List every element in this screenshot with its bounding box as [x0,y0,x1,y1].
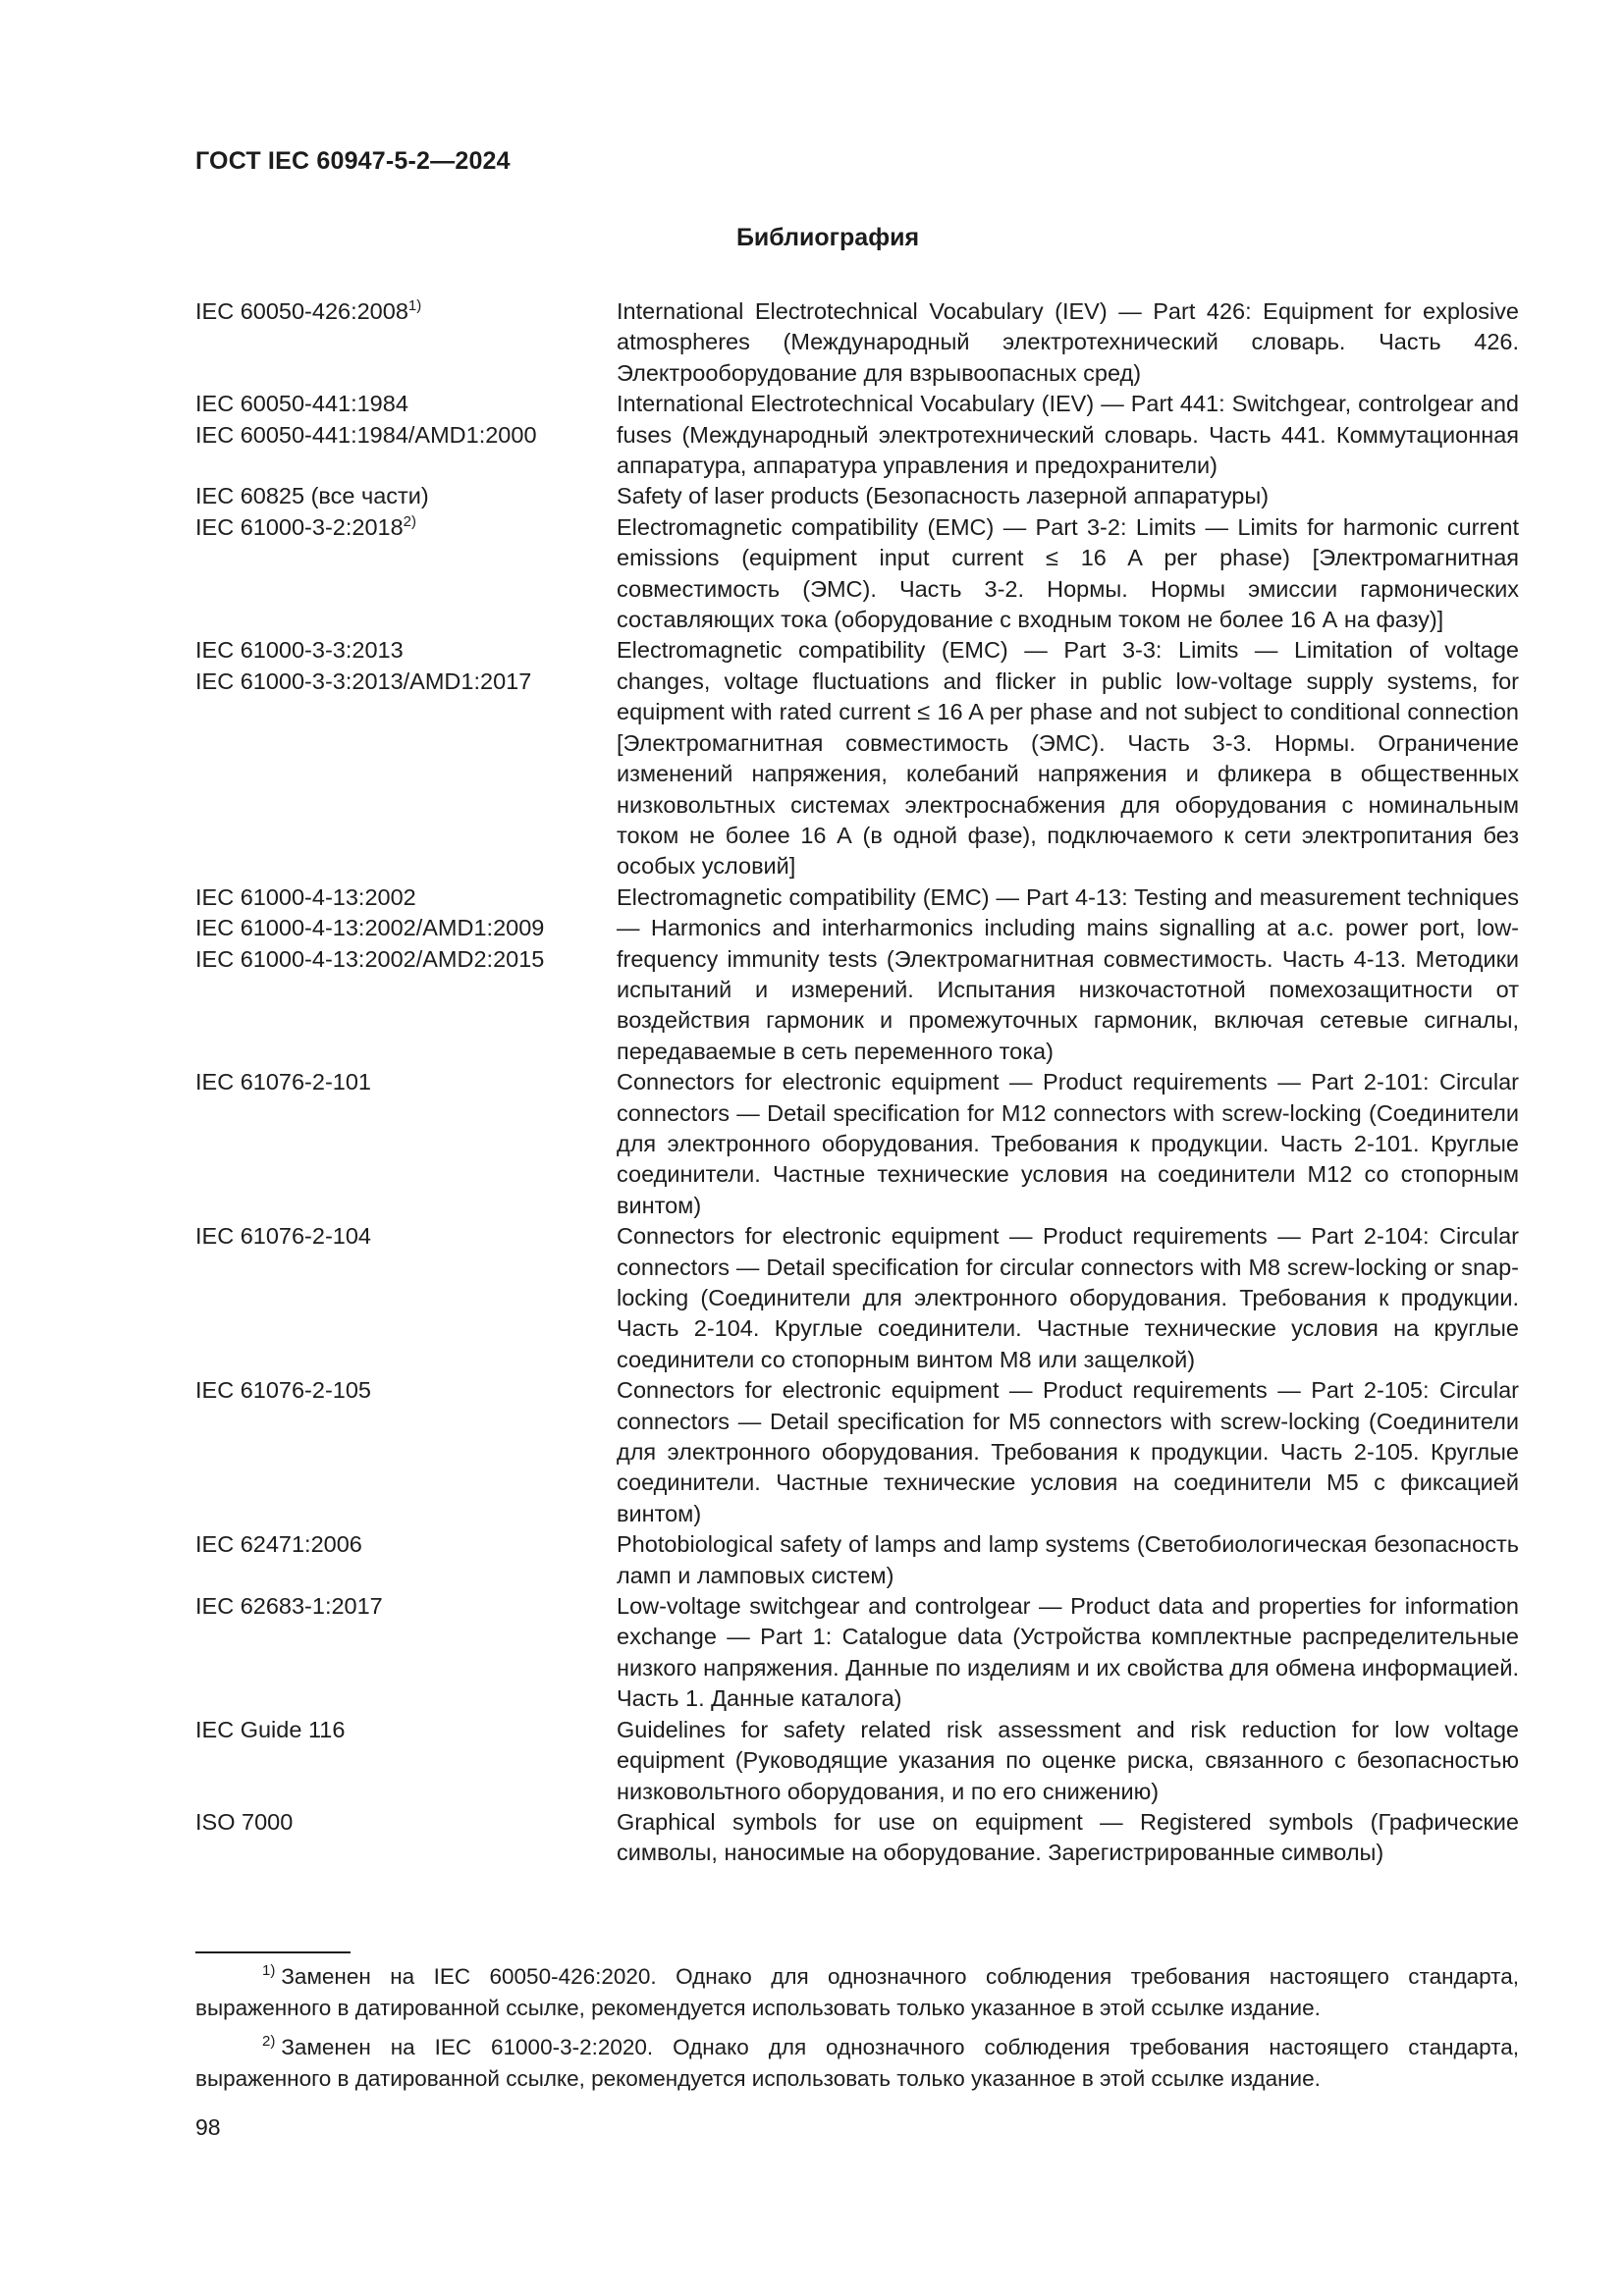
reference-code [195,481,617,511]
reference-code [195,913,617,943]
reference-code [195,635,617,666]
entry-references [195,1221,617,1375]
entry-description: Low-voltage switchgear and controlgear — Product data and properties for information exchange — Part 1: Catalogue data (Устройства комплектные распределительные низкого напряжения. Данные по изделиям и их свойства для обмена информацией. Часть 1. Данные каталога) [617,1593,1519,1712]
entry-description: Graphical symbols for use on equipment — Registered symbols (Графические символы, наносимые на оборудование. Зарегистрированные символы) [617,1808,1519,1866]
section-title: Библиография [735,224,920,251]
footnote-text: Заменен на IEC 61000-3-2:2020. Однако для однозначного соблюдения требования настоящего стандарта, выраженного в датированной ссылке, рекомендуется использовать только указанное в этой ссылке издание. [195,2035,1519,2091]
bibliography-entry [195,296,1519,389]
entry-description: Connectors for electronic equipment — Product requirements — Part 2-101: Circular connectors — Detail specification for M12 connectors with screw-locking (Соединители для электронного оборудования. Требования к продукции. Часть 2-101. Круглые соединители. Частные технические условия на соединители M12 со стопорным винтом) [617,1069,1519,1218]
reference-code [195,944,617,975]
reference-code-text: IEC 61076-2-105 [195,1377,371,1404]
entry-description: Guidelines for safety related risk assessment and risk reduction for low voltage equipment (Руководящие указания по оценке риска, связанного с безопасностью низковольтного оборудования, и по его снижению) [617,1716,1519,1804]
entry-description: Electromagnetic compatibility (EMC) — Part 4-13: Testing and measurement techniques — Harmonics and interharmonics including mains signalling at a.c. power port, low-frequency immunity tests (Электромагнитная совместимость. Часть 4-13. Методики испытаний и измерений. Испытания низкочастотной помехозащитности от воздействия гармоник и промежуточных гармоник, включая сетевые сигналы, передаваемые в сеть переменного тока) [617,883,1519,1064]
footnote [195,1961,1519,2024]
entry-references [195,1715,617,1807]
entry-description: Electromagnetic compatibility (EMC) — Part 3-3: Limits — Limitation of voltage changes, voltage fluctuations and flicker in public low-voltage supply systems, for equipment with rated current ≤ 16 A per phase and not subject to conditional connection [Электромагнитная совместимость (ЭМС). Часть 3-3. Нормы. Ограничение изменений напряжения, колебаний напряжения и фликера в общественных низковольтных системах электроснабжения для оборудования с номинальным током не более 16 А (в одной фазе), подключаемого к сети электропитания без особых условий] [617,637,1519,880]
entry-references [195,389,617,481]
entry-description: Safety of laser products (Безопасность лазерной аппаратуры) [617,483,1270,509]
reference-code-text: IEC 61000-3-2:2018 [195,513,404,540]
entry-references [195,1375,617,1529]
entry-references [195,1591,617,1715]
reference-code [195,667,617,697]
entry-references [195,481,617,511]
footnote [195,2032,1519,2095]
reference-code [195,1807,617,1838]
reference-code-text: IEC 61076-2-101 [195,1069,371,1095]
reference-code-text: IEC 61000-3-3:2013/AMD1:2017 [195,667,532,694]
reference-code-text: IEC 61076-2-104 [195,1223,371,1250]
bibliography-entry [195,1067,1519,1221]
reference-code [195,389,617,419]
bibliography-entry [195,1715,1519,1807]
bibliography-entry [195,1591,1519,1715]
footnote-marker: 2) [403,512,416,530]
entry-description: Connectors for electronic equipment — Product requirements — Part 2-104: Circular connectors — Detail specification for circular connectors with M8 screw-locking or snap-locking (Соединители для электронного оборудования. Требования к продукции. Часть 2-104. Круглые соединители. Частные технические условия на круглые соединители со стопорным винтом M8 или защелкой) [617,1223,1519,1372]
reference-code-text: IEC 62683-1:2017 [195,1593,383,1620]
reference-code [195,1221,617,1252]
entry-references [195,512,617,636]
reference-code-text: IEC 61000-3-3:2013 [195,637,404,664]
footnote-divider [195,1951,351,1953]
footnotes [195,1961,1519,2103]
bibliography-entry [195,1807,1519,1869]
entry-references [195,635,617,881]
reference-code [195,1529,617,1560]
reference-code [195,1591,617,1622]
page-number: 98 [195,2114,221,2140]
bibliography-entry [195,481,1519,511]
entry-references [195,1067,617,1221]
bibliography-entry [195,635,1519,881]
footnote-text: Заменен на IEC 60050-426:2020. Однако для однозначного соблюдения требования настоящего стандарта, выраженного в датированной ссылке, рекомендуется использовать только указанное в этой ссылке издание. [195,1964,1519,2020]
entry-description: Photobiological safety of lamps and lamp systems (Светобиологическая безопасность ламп и ламповых систем) [617,1531,1519,1588]
reference-code-text: IEC 60825 (все части) [195,483,429,509]
reference-code-text: IEC 61000-4-13:2002 [195,883,416,910]
reference-code [195,420,617,451]
entry-description: International Electrotechnical Vocabulary (IEV) — Part 441: Switchgear, controlgear and fuses (Международный электротехнический словарь. Часть 441. Коммутационная аппаратура, аппаратура управления и предохранители) [617,391,1519,479]
document-header: ГОСТ IEC 60947-5-2—2024 [195,147,511,175]
reference-code-text: IEC Guide 116 [195,1716,346,1742]
entry-description: International Electrotechnical Vocabulary (IEV) — Part 426: Equipment for explosive atmospheres (Международный электротехнический словарь. Часть 426. Электрооборудование для взрывоопасных сред) [617,298,1519,386]
reference-code [195,1067,617,1097]
bibliography-entry [195,1529,1519,1591]
reference-code-text: IEC 60050-441:1984 [195,391,408,417]
footnote-marker: 2) [262,2033,276,2050]
reference-code-text: IEC 61000-4-13:2002/AMD1:2009 [195,915,545,941]
bibliography-entry [195,512,1519,636]
bibliography-entry [195,1375,1519,1529]
reference-code [195,512,617,543]
footnote-marker: 1) [262,1962,276,1979]
entry-references [195,1529,617,1591]
reference-code-text: ISO 7000 [195,1808,294,1835]
entry-description: Connectors for electronic equipment — Product requirements — Part 2-105: Circular connectors — Detail specification for M5 connectors with screw-locking (Соединители для электронного оборудования. Требования к продукции. Часть 2-105. Круглые соединители. Частные технические условия на соединители M5 с фиксацией винтом) [617,1377,1519,1526]
reference-code [195,296,617,327]
bibliography-entry [195,1221,1519,1375]
reference-code [195,1715,617,1745]
entry-references [195,1807,617,1869]
entry-references [195,882,617,1067]
bibliography-entry [195,882,1519,1067]
entry-references [195,296,617,389]
footnote-marker: 1) [407,297,422,314]
bibliography-entry [195,389,1519,481]
entry-description: Electromagnetic compatibility (EMC) — Part 3-2: Limits — Limits for harmonic current emissions (equipment input current ≤ 16 A per phase) [Электромагнитная совместимость (ЭМС). Часть 3-2. Нормы. Нормы эмиссии гармонических составляющих тока (оборудование с входным током не более 16 А на фазу)] [617,513,1519,633]
reference-code [195,1375,617,1406]
reference-code-text: IEC 62471:2006 [195,1531,362,1558]
reference-code-text: IEC 61000-4-13:2002/AMD2:2015 [195,945,545,972]
reference-code-text: IEC 60050-426:2008 [195,298,408,324]
bibliography-list [195,296,1519,1869]
reference-code-text: IEC 60050-441:1984/AMD1:2000 [195,421,537,448]
reference-code [195,882,617,913]
